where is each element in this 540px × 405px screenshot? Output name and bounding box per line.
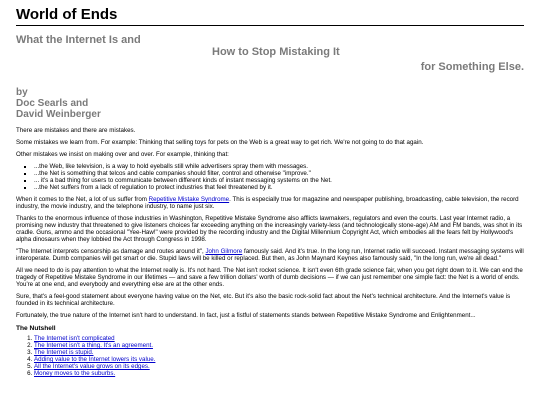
nutshell-link[interactable]: Adding value to the Internet lowers its value.	[34, 356, 156, 363]
intro-paragraph-3: Other mistakes we insist on making over and over. For example, thinking that:	[16, 151, 229, 158]
syndrome-text-after: . This is especially true for magazine and newspaper publishing, broadcasting, cable television, the record industry, the movie industry, and the telephone industry, to name just six.	[16, 196, 519, 210]
gilmore-text-after: famously said. And it's true. In the long run, Internet radio will succeed. Instant messaging systems will interoperate. Dumb companies will get smart or die. Stupid laws will be killed or replaced. But then, as John Maynard Keynes also famously said, "In the long run, we're all dead."	[16, 248, 524, 262]
intro-paragraph-2: Some mistakes we learn from. For example: Thinking that selling toys for pets on the Web is a great way to get rich. We're not going to do that again.	[16, 139, 424, 146]
nutshell-link[interactable]: All the Internet's value grows on its edges.	[34, 363, 150, 370]
list-item: ▪ ...the Net is something that telcos and cable companies should filter, control and otherwise "improve."	[34, 170, 524, 177]
nutshell-list	[16, 335, 524, 377]
intro-paragraph-1: There are mistakes and there are mistakes.	[16, 127, 136, 134]
gilmore-text-before: "The Internet interprets censorship as damage and routes around it",	[16, 248, 206, 255]
john-gilmore-link[interactable]: John Gilmore	[205, 248, 243, 255]
nutshell-link[interactable]: Money moves to the suburbs.	[34, 370, 116, 377]
list-item	[34, 363, 524, 370]
list-item	[34, 342, 524, 349]
feelgood-paragraph: Sure, that's a feel-good statement about everyone having value on the Net, etc. But it's also the basic rock-solid fact about the Net's technical architecture. And the Internet's value is founded in its technical architecture.	[16, 293, 511, 307]
page-title: World of Ends	[16, 6, 118, 23]
mistakes-list	[16, 163, 524, 191]
syndrome-paragraph	[16, 196, 524, 210]
gilmore-paragraph	[16, 248, 524, 262]
attention-paragraph: All we need to do is pay attention to what the Internet really is. It's not hard. The Net isn't rocket science. It isn't even 6th grade science fair, when you get right down to it. We can end the tragedy of Repetitive Mistake Syndrome in our lifetimes — and save a few trillion dollars' worth of dumb decisions — if we can just remember one simple fact: the Net is a world of ends. You're at one end, and everybody and everything else are at the other ends.	[16, 267, 523, 288]
nutshell-link[interactable]: The Internet isn't complicated	[34, 335, 115, 342]
list-item: ▪ ...the Web, like television, is a way to hold eyeballs still while advertisers spray them with messages.	[34, 163, 524, 170]
nutshell-link[interactable]: The Internet isn't a thing. It's an agreement.	[34, 342, 153, 349]
title-divider	[16, 25, 524, 26]
subtitle-line-3: for Something Else.	[420, 61, 524, 73]
subtitle-line-1: What the Internet Is and	[16, 34, 141, 46]
list-item	[34, 370, 524, 377]
byline-author-1: Doc Searls and	[16, 98, 89, 109]
list-item: ▪ ... it's a bad thing for users to communicate between different kinds of instant messaging systems on the Net.	[34, 177, 524, 184]
nutshell-link[interactable]: The Internet is stupid.	[34, 349, 94, 356]
list-item	[34, 335, 524, 342]
nutshell-heading: The Nutshell	[16, 325, 56, 332]
syndrome-text-before: When it comes to the Net, a lot of us suffer from	[16, 196, 149, 203]
subtitle-line-2: How to Stop Mistaking It	[212, 46, 340, 58]
repetitive-mistake-syndrome-link[interactable]: Repetitive Mistake Syndrome	[148, 196, 230, 203]
byline	[16, 87, 524, 120]
influence-paragraph: Thanks to the enormous influence of those industries in Washington, Repetitive Mistake Syndrome also afflicts lawmakers, regulators and even the courts. Last year Internet radio, a promising new industry that threatened to give listeners choices far exceeding anything on the increasingly variety-less (and technologically stone-age) AM and FM bands, was shot in its cradle. Guns, ammo and the occasional "Yee-Haw!" were provided by the recording industry and the Digital Millennium Copyright Act, which embodies all the fears felt by Hollywood's alpha dinosaurs when they lobbied the Act through Congress in 1998.	[16, 215, 523, 243]
list-item: ▪ ...the Net suffers from a lack of regulation to protect industries that feel threatened by it.	[34, 184, 524, 191]
byline-by: by	[16, 87, 28, 98]
list-item	[34, 349, 524, 356]
list-item	[34, 356, 524, 363]
fortunately-paragraph: Fortunately, the true nature of the Internet isn't hard to understand. In fact, just a fistful of statements stands between Repetitive Mistake Syndrome and Enlightenment...	[16, 312, 476, 319]
byline-author-2: David Weinberger	[16, 109, 101, 120]
